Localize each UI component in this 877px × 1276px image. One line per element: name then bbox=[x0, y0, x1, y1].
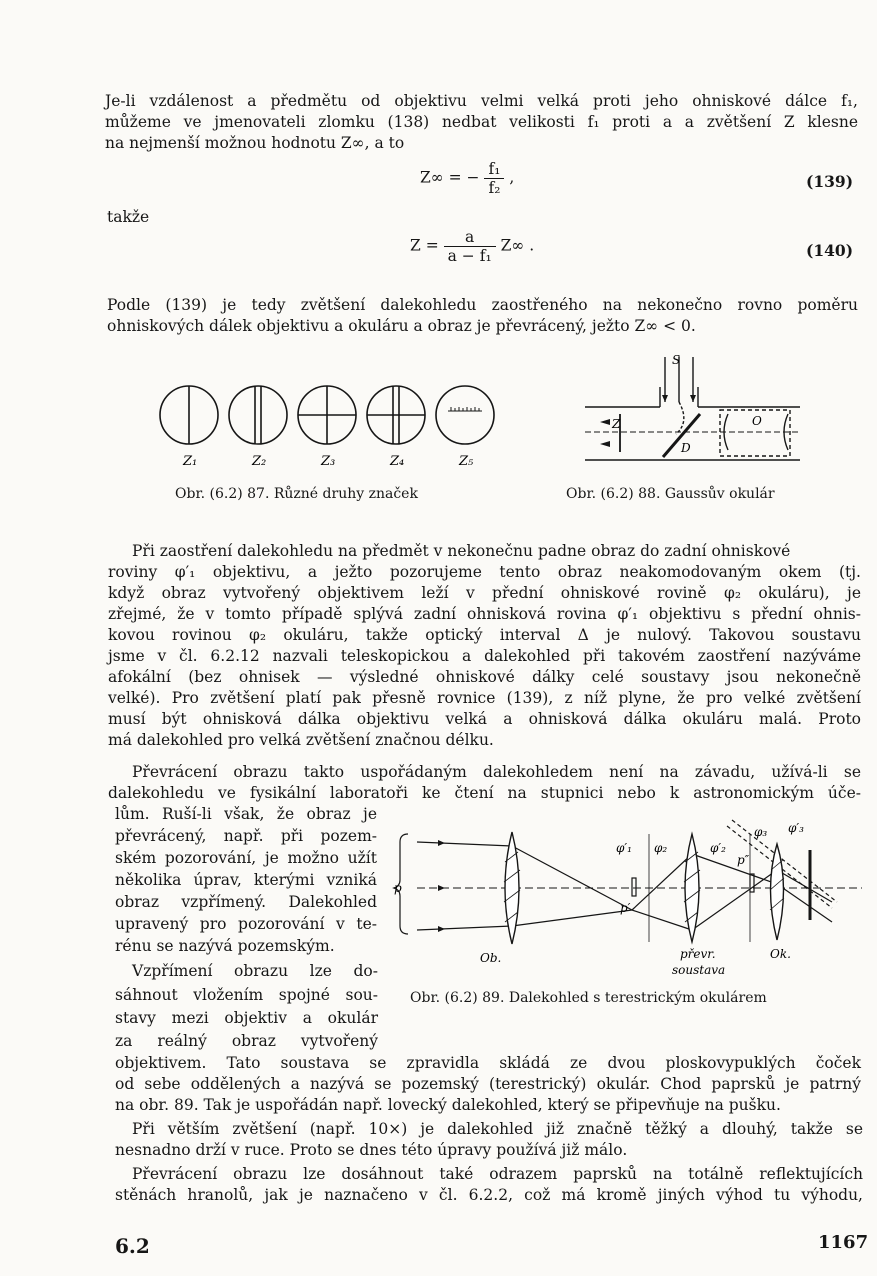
fig89-caption: Obr. (6.2) 89. Dalekohled s terestrickým okulárem bbox=[410, 990, 767, 1006]
para1-line-10: má dalekohled pro velká zvětšení značnou délku. bbox=[108, 731, 494, 749]
para1-line-3: když obraz vytvořený objektivem leží v přední ohniskové rovině φ₂ okuláru), je bbox=[108, 584, 861, 602]
intro-line-3: na nejmenší možnou hodnotu Z∞, a to bbox=[105, 134, 405, 152]
para1-line-7: afokální (bez ohnisek — výsledné ohniskové dálky celé soustavy jsou nekonečně bbox=[108, 668, 861, 686]
reticle-z5 bbox=[436, 386, 494, 444]
equation-139 bbox=[420, 160, 514, 197]
fig89-label-ob: Ob. bbox=[480, 951, 502, 965]
fig89-label-prevr: převr. bbox=[680, 947, 716, 961]
para1-line-1: Při zaostření dalekohledu na předmět v nekonečnu padne obraz do zadní ohniskové bbox=[132, 542, 791, 560]
para3-line-6: od sebe oddělených a nazývá se pozemský (terestrický) okulár. Chod paprsků je patrný bbox=[115, 1075, 861, 1093]
para3-line-2: sáhnout vložením spojné sou- bbox=[115, 986, 378, 1004]
para2-line-2: dalekohledu ve fysikální laboratoři ke čtení na stupnici nebo k astronomickým úče- bbox=[108, 784, 861, 802]
para2-line-1: Převrácení obrazu takto uspořádaným dalekohledem není na závadu, užívá-li se bbox=[132, 763, 861, 781]
fig88-caption: Obr. (6.2) 88. Gaussův okulár bbox=[566, 486, 775, 502]
para2-line-5: ském pozorování, je možno užít bbox=[115, 849, 377, 867]
eq140-number: (140) bbox=[806, 241, 854, 260]
intro-line-2: můžeme ve jmenovateli zlomku (138) nedbat velikosti f₁ proti a a zvětšení Z klesne bbox=[105, 113, 858, 131]
para3-line-5: objektivem. Tato soustava se zpravidla skládá ze dvou ploskovypuklých čoček bbox=[115, 1054, 861, 1072]
eq140-lhs: Z = bbox=[410, 236, 439, 255]
fig88-label-d: D bbox=[681, 441, 691, 455]
fig89-label-phi1: φ′₁ bbox=[616, 841, 632, 855]
fig87-label-z3: Z₃ bbox=[321, 454, 336, 469]
para1-line-8: velké). Pro zvětšení platí pak přesně rovnice (139), z níž plyne, že pro velké zvětšení bbox=[108, 689, 861, 707]
page-number: 1167 bbox=[818, 1232, 869, 1253]
figure-89-terrestrial-telescope bbox=[392, 812, 862, 984]
fig89-label-p-left: p bbox=[394, 881, 402, 895]
para3-line-4: za reálný obraz vytvořený bbox=[115, 1032, 378, 1050]
section-number: 6.2 bbox=[115, 1234, 150, 1258]
para3-line-1: Vzpřímení obrazu lze do- bbox=[132, 962, 378, 980]
eq140-tail: Z∞ . bbox=[500, 236, 535, 255]
eq139-denominator: f₂ bbox=[488, 179, 501, 197]
eq140-numerator: a bbox=[444, 228, 496, 247]
reticle-z2 bbox=[229, 386, 287, 444]
fig87-label-z2: Z₂ bbox=[252, 454, 267, 469]
para4-line-2: nesnadno drží v ruce. Proto se dnes této úpravy používá již málo. bbox=[115, 1141, 628, 1159]
podle-line-1: Podle (139) je tedy zvětšení dalekohledu zaostřeného na nekonečno rovno poměru bbox=[107, 296, 858, 314]
fig89-label-phi3p: φ′₃ bbox=[788, 821, 804, 835]
fig89-label-soustava: soustava bbox=[672, 963, 726, 977]
intro-line-1: Je-li vzdálenost a předmětu od objektivu velmi velká proti jeho ohniskové dálce f₁, bbox=[105, 92, 858, 110]
fig88-label-s: S bbox=[672, 353, 681, 367]
eq140-denominator: a − f₁ bbox=[447, 247, 492, 265]
para5-line-1: Převrácení obrazu lze dosáhnout také odrazem paprsků na totálně reflektujících bbox=[132, 1165, 863, 1183]
para1-line-9: musí být ohnisková dálka objektivu velká a ohnisková dálka okuláru malá. Proto bbox=[108, 710, 861, 728]
para2-line-8: upravený pro pozorování v te- bbox=[115, 915, 377, 933]
fig87-label-z4: Z₄ bbox=[390, 454, 405, 469]
para1-line-4: zřejmé, že v tomto případě splývá zadní ohnisková rovina φ′₁ objektivu s přední ohnis- bbox=[108, 605, 861, 623]
fig88-label-z: Z bbox=[612, 417, 621, 431]
eq139-numerator: f₁ bbox=[484, 160, 504, 179]
fig89-label-phi2: φ₂ bbox=[654, 841, 668, 855]
fig87-label-z1: Z₁ bbox=[183, 454, 198, 469]
eq139-number: (139) bbox=[806, 172, 854, 191]
fig89-label-phi3: φ₃ bbox=[754, 825, 768, 839]
fig89-label-p-mid: p′ bbox=[620, 901, 631, 915]
podle-line-2: ohniskových dálek objektivu a okuláru a obraz je převrácený, ježto Z∞ < 0. bbox=[107, 317, 696, 335]
eq139-tail: , bbox=[509, 168, 515, 187]
fig88-label-o: O bbox=[752, 414, 762, 428]
para3-line-7: na obr. 89. Tak je uspořádán např. lovecký dalekohled, který se připevňuje na pušku. bbox=[115, 1096, 781, 1114]
fig89-label-ok: Ok. bbox=[770, 947, 791, 961]
para5-line-2: stěnách hranolů, jak je naznačeno v čl. 6.2.2, což má kromě jiných výhod tu výhodu, bbox=[115, 1186, 863, 1204]
para2-line-3: lům. Ruší-li však, že obraz je bbox=[115, 805, 377, 823]
figure-87-reticles bbox=[155, 375, 500, 475]
para2-line-4: převrácený, např. při pozem- bbox=[115, 827, 377, 845]
para2-line-9: rénu se nazývá pozemským. bbox=[115, 937, 335, 955]
para1-line-2: roviny φ′₁ objektivu, a ježto pozorujeme tento obraz neakomodovaným okem (tj. bbox=[108, 563, 861, 581]
fig87-label-z5: Z₅ bbox=[459, 454, 474, 469]
fig89-label-phi2p: φ′₂ bbox=[710, 841, 726, 855]
para2-line-7: obraz vzpřímený. Dalekohled bbox=[115, 893, 377, 911]
figure-88-gauss-eyepiece bbox=[580, 352, 805, 472]
para2-line-6: několika úprav, kterými vzniká bbox=[115, 871, 377, 889]
para4-line-1: Při větším zvětšení (např. 10×) je dalekohled již značně těžký a dlouhý, takže se bbox=[132, 1120, 863, 1138]
fig87-caption: Obr. (6.2) 87. Různé druhy značek bbox=[175, 486, 418, 502]
takze-text: takže bbox=[107, 208, 150, 226]
para3-line-3: stavy mezi objektiv a okulár bbox=[115, 1009, 378, 1027]
fig89-label-p-right: p″ bbox=[737, 853, 750, 867]
para1-line-5: kovou rovinou φ₂ okuláru, takže optický interval Δ je nulový. Takovou soustavu bbox=[108, 626, 861, 644]
eq139-lhs: Z∞ = − bbox=[420, 168, 480, 187]
para1-line-6: jsme v čl. 6.2.12 nazvali teleskopickou a dalekohled při takovém zaostření nazýváme bbox=[108, 647, 861, 665]
equation-140 bbox=[410, 228, 534, 265]
